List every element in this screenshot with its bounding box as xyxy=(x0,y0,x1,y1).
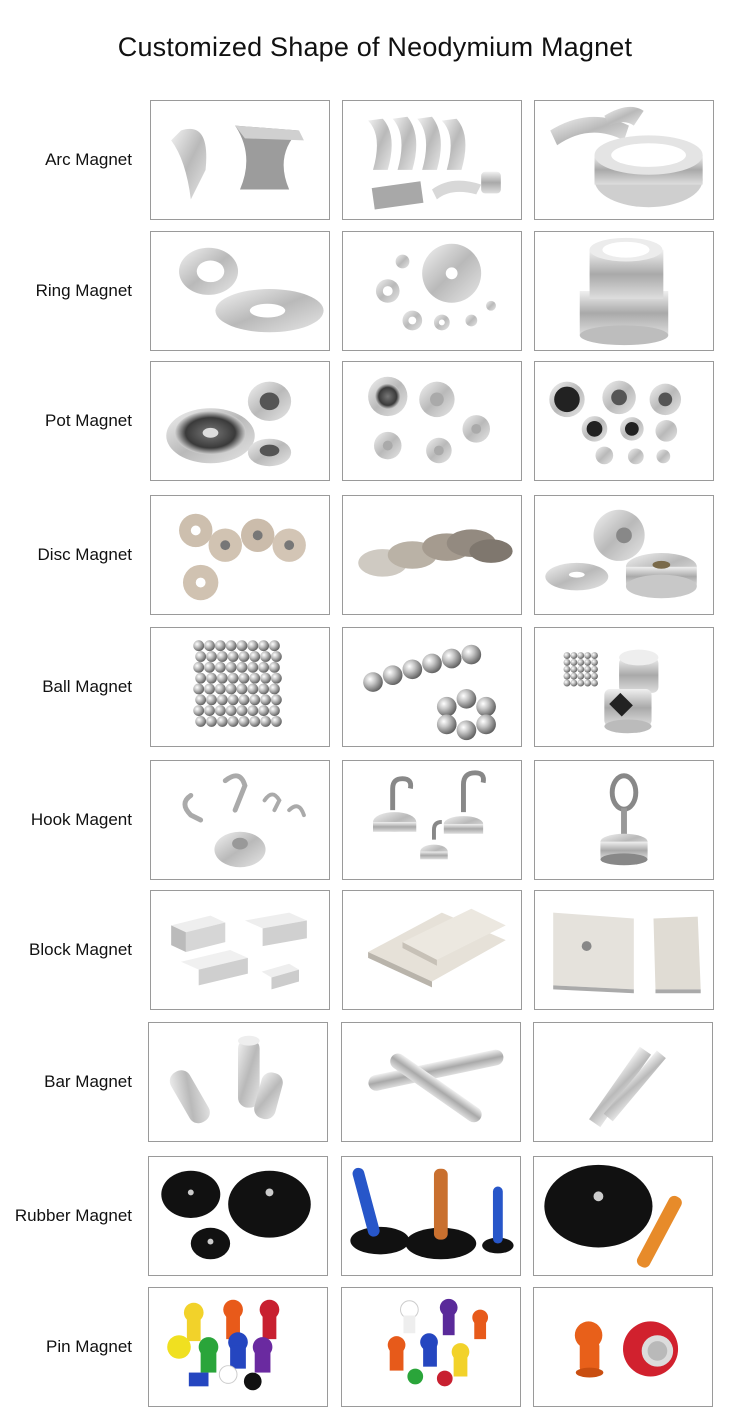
row-label: Hook Magent xyxy=(30,810,132,829)
block-magnet-photo-1 xyxy=(150,890,330,1010)
block-magnet-photo-2 xyxy=(342,890,522,1010)
pin-magnet-photo-1 xyxy=(148,1287,328,1407)
block-magnet-photo-3 xyxy=(534,890,714,1010)
arc-magnet-photo-3 xyxy=(534,100,714,220)
row-label: Bar Magnet xyxy=(44,1072,132,1091)
row-pin-magnet xyxy=(0,1287,750,1407)
row-hook-magnet xyxy=(0,760,750,880)
bar-magnet-photo-2 xyxy=(341,1022,521,1142)
ball-magnet-photo-1 xyxy=(150,627,330,747)
disc-magnet-photo-2 xyxy=(342,495,522,615)
row-label: Rubber Magnet xyxy=(14,1206,132,1225)
row-ball-magnet xyxy=(0,627,750,747)
ring-magnet-photo-2 xyxy=(342,231,522,351)
row-label: Ring Magnet xyxy=(35,281,132,300)
rubber-magnet-photo-1 xyxy=(148,1156,328,1276)
arc-magnet-photo-2 xyxy=(342,100,522,220)
arc-magnet-photo-1 xyxy=(150,100,330,220)
row-label: Pot Magnet xyxy=(45,411,132,430)
row-arc-magnet xyxy=(0,100,750,220)
rubber-magnet-photo-2 xyxy=(341,1156,521,1276)
row-rubber-magnet xyxy=(0,1156,750,1276)
pin-magnet-photo-3 xyxy=(533,1287,713,1407)
row-label: Arc Magnet xyxy=(45,150,132,169)
hook-magnet-photo-1 xyxy=(150,760,330,880)
disc-magnet-photo-1 xyxy=(150,495,330,615)
pot-magnet-photo-1 xyxy=(150,361,330,481)
pot-magnet-photo-2 xyxy=(342,361,522,481)
row-bar-magnet xyxy=(0,1022,750,1142)
row-disc-magnet xyxy=(0,495,750,615)
row-label: Disc Magnet xyxy=(37,545,132,564)
row-label: Ball Magnet xyxy=(42,677,132,696)
pin-magnet-photo-2 xyxy=(341,1287,521,1407)
disc-magnet-photo-3 xyxy=(534,495,714,615)
row-pot-magnet xyxy=(0,361,750,481)
page-title: Customized Shape of Neodymium Magnet xyxy=(117,32,633,62)
bar-magnet-photo-1 xyxy=(148,1022,328,1142)
hook-magnet-photo-2 xyxy=(342,760,522,880)
ring-magnet-photo-3 xyxy=(534,231,714,351)
rubber-magnet-photo-3 xyxy=(533,1156,713,1276)
ball-magnet-photo-2 xyxy=(342,627,522,747)
hook-magnet-photo-3 xyxy=(534,760,714,880)
row-ring-magnet xyxy=(0,231,750,351)
ring-magnet-photo-1 xyxy=(150,231,330,351)
row-label: Pin Magnet xyxy=(46,1337,132,1356)
bar-magnet-photo-3 xyxy=(533,1022,713,1142)
row-label: Block Magnet xyxy=(29,940,132,959)
pot-magnet-photo-3 xyxy=(534,361,714,481)
ball-magnet-photo-3 xyxy=(534,627,714,747)
row-block-magnet xyxy=(0,890,750,1010)
